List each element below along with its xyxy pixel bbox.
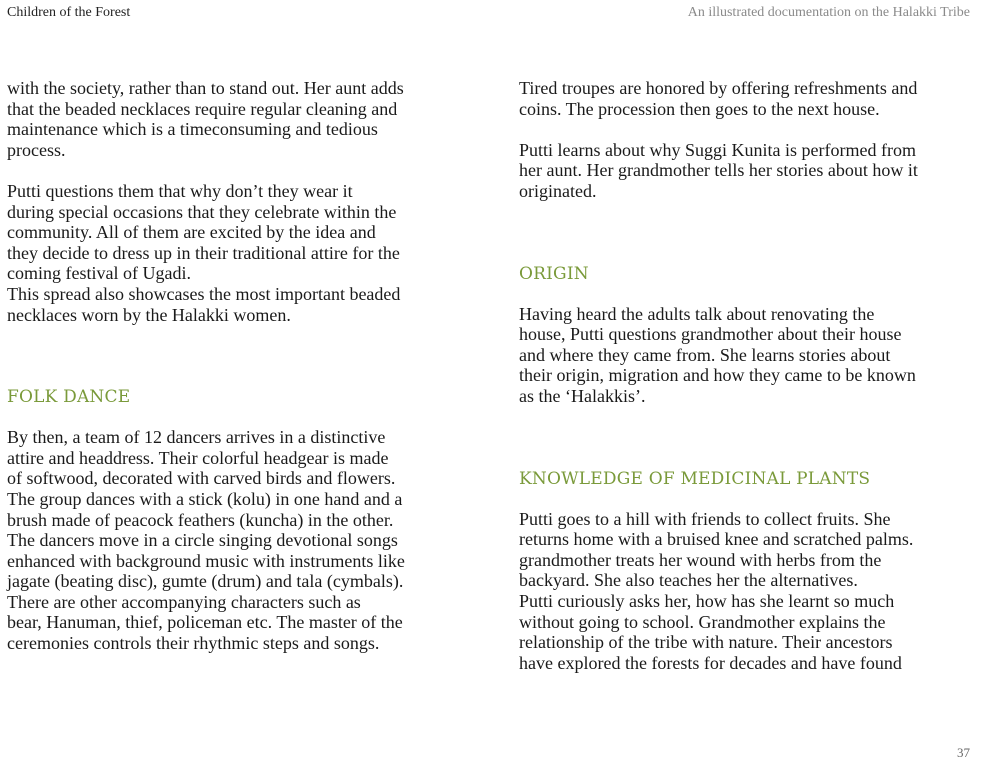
page-number: 37: [957, 745, 970, 760]
heading-medicinal-plants: KNOWLEDGE OF MEDICINAL PLANTS: [519, 468, 871, 489]
right-paragraph-2: Putti learns about why Suggi Kunita is performed from her aunt. Her grandmother tells her stories about how it originated.: [519, 139, 918, 201]
right-paragraph-4: Putti goes to a hill with friends to collect fruits. She returns home with a bruised knee and scratched palms. grandmother treats her wound with herbs from the backyard. She also teaches her the alternatives. Putti curiously asks her, how has she learnt so much without going to school. Grandmother explains the relationship of the tribe with nature. Their ancestors have explored the forests for decades and have found: [519, 508, 914, 673]
left-column: [7, 78, 477, 654]
heading-origin: ORIGIN: [519, 263, 589, 284]
heading-folk-dance: FOLK DANCE: [7, 387, 131, 408]
left-paragraph-2: Putti questions them that why don’t they wear it during special occasions that they celebrate within the community. All of them are excited by the idea and they decide to dress up in their traditional attire for the coming festival of Ugadi. This spread also showcases the most important beaded necklaces worn by the Halakki women.: [7, 180, 401, 325]
book-title: Children of the Forest: [7, 5, 131, 20]
book-subtitle: An illustrated documentation on the Halakki Tribe: [687, 5, 970, 20]
right-paragraph-1: Tired troupes are honored by offering refreshments and coins. The procession then goes to the next house.: [519, 78, 918, 119]
left-paragraph-3: By then, a team of 12 dancers arrives in a distinctive attire and headdress. Their colorful headgear is made of softwood, decorated with carved birds and flowers. The group dances with a stick (kolu) in one hand and a brush made of peacock feathers (kuncha) in the other. The dancers move in a circle singing devotional songs enhanced with background music with instruments like jagate (beating disc), gumte (drum) and tala (cymbals). There are other accompanying characters such as bear, Hanuman, thief, policeman etc. The master of the ceremonies controls their rhythmic steps and songs.: [7, 427, 405, 654]
right-column: [519, 78, 989, 673]
left-paragraph-1: with the society, rather than to stand out. Her aunt adds that the beaded necklaces require regular cleaning and maintenance which is a timeconsuming and tedious process.: [7, 78, 404, 160]
right-paragraph-3: Having heard the adults talk about renovating the house, Putti questions grandmother about their house and where they came from. She learns stories about their origin, migration and how they came to be known as the ‘Halakkis’.: [519, 303, 916, 406]
